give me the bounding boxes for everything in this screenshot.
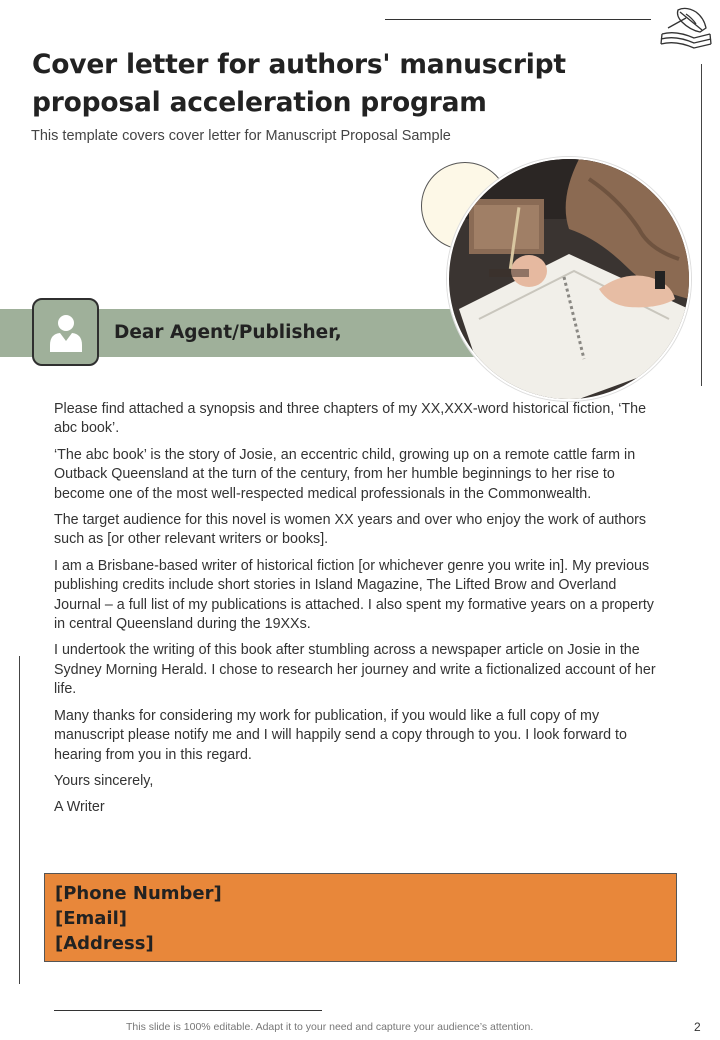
email: [Email]	[55, 908, 127, 929]
page-subtitle: This template covers cover letter for Manuscript Proposal Sample	[31, 128, 451, 144]
page-number: 2	[694, 1020, 701, 1034]
letter-paragraph: Many thanks for considering my work for publication, if you would like a full copy of my manuscript please notify me and I will happily send a copy through to you. I look forward to hearing from you in this regard.	[54, 707, 627, 763]
address: [Address]	[55, 933, 154, 954]
letter-paragraph: The target audience for this novel is women XX years and over who enjoy the work of authors such as [or other relevant writers or books].	[54, 512, 647, 548]
letter-body	[54, 400, 660, 825]
letter-paragraph: I am a Brisbane-based writer of historical fiction [or whichever genre you write in]. My previous publishing credits include short stories in Island Magazine, The Lifted Brow and Overland Journal – a full list of my publications is attached. I also spent my formative years on a property in central Queensland during the 19XXs.	[54, 557, 654, 633]
phone-number: [Phone Number]	[55, 883, 222, 904]
letter-paragraph: Please find attached a synopsis and three chapters of my XX,XXX-word historical fiction, ‘The abc book’.	[54, 401, 647, 437]
contact-box	[44, 873, 677, 962]
letter-paragraph: ‘The abc book’ is the story of Josie, an eccentric child, growing up on a remote cattle farm in Outback Queensland at the turn of the century, from her humble beginnings to her rise to become one of the most well-respected medical professionals in the Commonwealth.	[54, 446, 636, 502]
writing-photo	[447, 157, 691, 401]
letter-paragraph: I undertook the writing of this book after stumbling across a newspaper article on Josie in the Sydney Morning Herald. I chose to research her journey and write a fictionalized account of her life.	[54, 642, 656, 698]
top-rule	[385, 19, 651, 20]
signature: A Writer	[54, 799, 105, 816]
footer-rule	[54, 1010, 322, 1011]
left-vertical-rule	[19, 656, 20, 984]
avatar	[32, 298, 99, 366]
footer-note: This slide is 100% editable. Adapt it to your need and capture your audience’s attention.	[126, 1021, 534, 1033]
pen-and-books-icon	[656, 4, 718, 54]
page-title: Cover letter for authors' manuscript proposal acceleration program	[32, 49, 566, 118]
photo-illustration	[449, 159, 689, 399]
right-vertical-rule	[701, 64, 702, 386]
closing: Yours sincerely,	[54, 772, 154, 789]
greeting: Dear Agent/Publisher,	[114, 322, 342, 343]
user-icon	[46, 312, 86, 352]
